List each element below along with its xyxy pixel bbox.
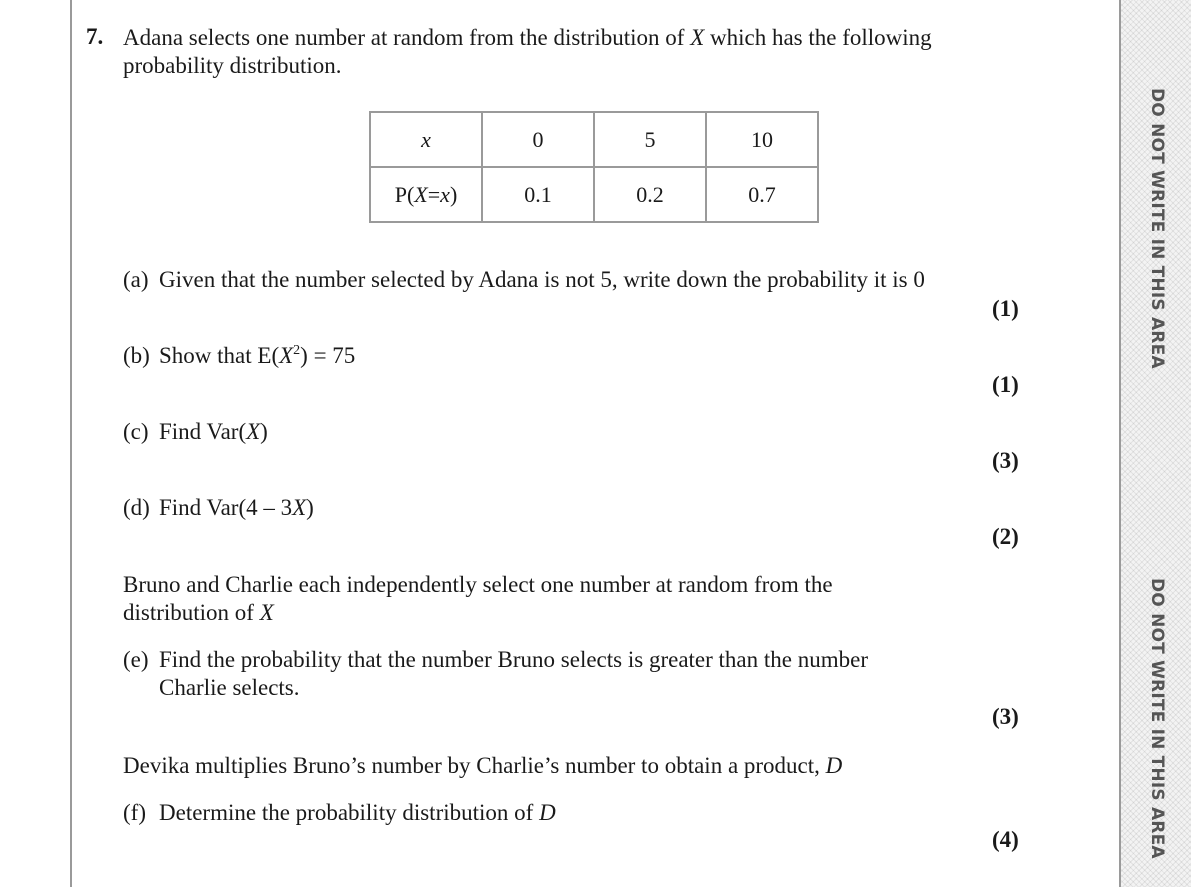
devika-intro: Devika multiplies Bruno’s number by Charlie’s number to obtain a product, D bbox=[123, 753, 843, 778]
part-text: Given that the number selected by Adana is not 5, write down the probability it is 0 bbox=[159, 267, 925, 292]
part-label: (a) bbox=[123, 267, 149, 292]
marks-a: (1) bbox=[992, 296, 1019, 321]
do-not-write-warning-top: DO NOT WRITE IN THIS AREA bbox=[1147, 88, 1167, 369]
marks-e: (3) bbox=[992, 704, 1019, 729]
part-label: (e) bbox=[123, 647, 149, 672]
part-b: (b) Show that $E(X^2) = 75$ bbox=[123, 343, 356, 368]
probability-distribution-table bbox=[369, 111, 819, 223]
table-header-probability: P(X=x) bbox=[370, 167, 482, 222]
part-a bbox=[123, 266, 925, 294]
marks-d: (2) bbox=[992, 524, 1019, 549]
bruno-charlie-intro: Bruno and Charlie each independently select one number at random from the distribution of X bbox=[123, 572, 833, 625]
part-label: (c) bbox=[123, 419, 149, 444]
part-label: (f) bbox=[123, 800, 146, 825]
table-row-x bbox=[370, 112, 818, 167]
question-stem: Adana selects one number at random from the distribution of X which has the following probability distribution. bbox=[123, 25, 932, 78]
part-d: (d) Find Var(4 – 3X) bbox=[123, 495, 314, 520]
table-cell-probability: 0.1 bbox=[482, 167, 594, 222]
marks-c: (3) bbox=[992, 448, 1019, 473]
do-not-write-warning-bottom: DO NOT WRITE IN THIS AREA bbox=[1147, 578, 1167, 859]
left-margin-rule bbox=[70, 0, 72, 887]
part-f: (f) Determine the probability distribution of D bbox=[123, 800, 556, 825]
table-cell-probability: 0.7 bbox=[706, 167, 818, 222]
table-cell-x: 0 bbox=[482, 112, 594, 167]
table-header-x: x bbox=[370, 112, 482, 167]
table-row-probability bbox=[370, 167, 818, 222]
part-label: (d) bbox=[123, 495, 150, 520]
table-cell-probability: 0.2 bbox=[594, 167, 706, 222]
marks-f: (4) bbox=[992, 827, 1019, 852]
part-e: (e) Find the probability that the number Bruno selects is greater than the number Charlie selects. bbox=[123, 647, 868, 700]
table-cell-x: 10 bbox=[706, 112, 818, 167]
table-cell-x: 5 bbox=[594, 112, 706, 167]
question-number: 7. bbox=[86, 24, 104, 49]
part-c: (c) Find Var(X) bbox=[123, 419, 268, 444]
part-label: (b) bbox=[123, 343, 150, 368]
marks-b: (1) bbox=[992, 372, 1019, 397]
